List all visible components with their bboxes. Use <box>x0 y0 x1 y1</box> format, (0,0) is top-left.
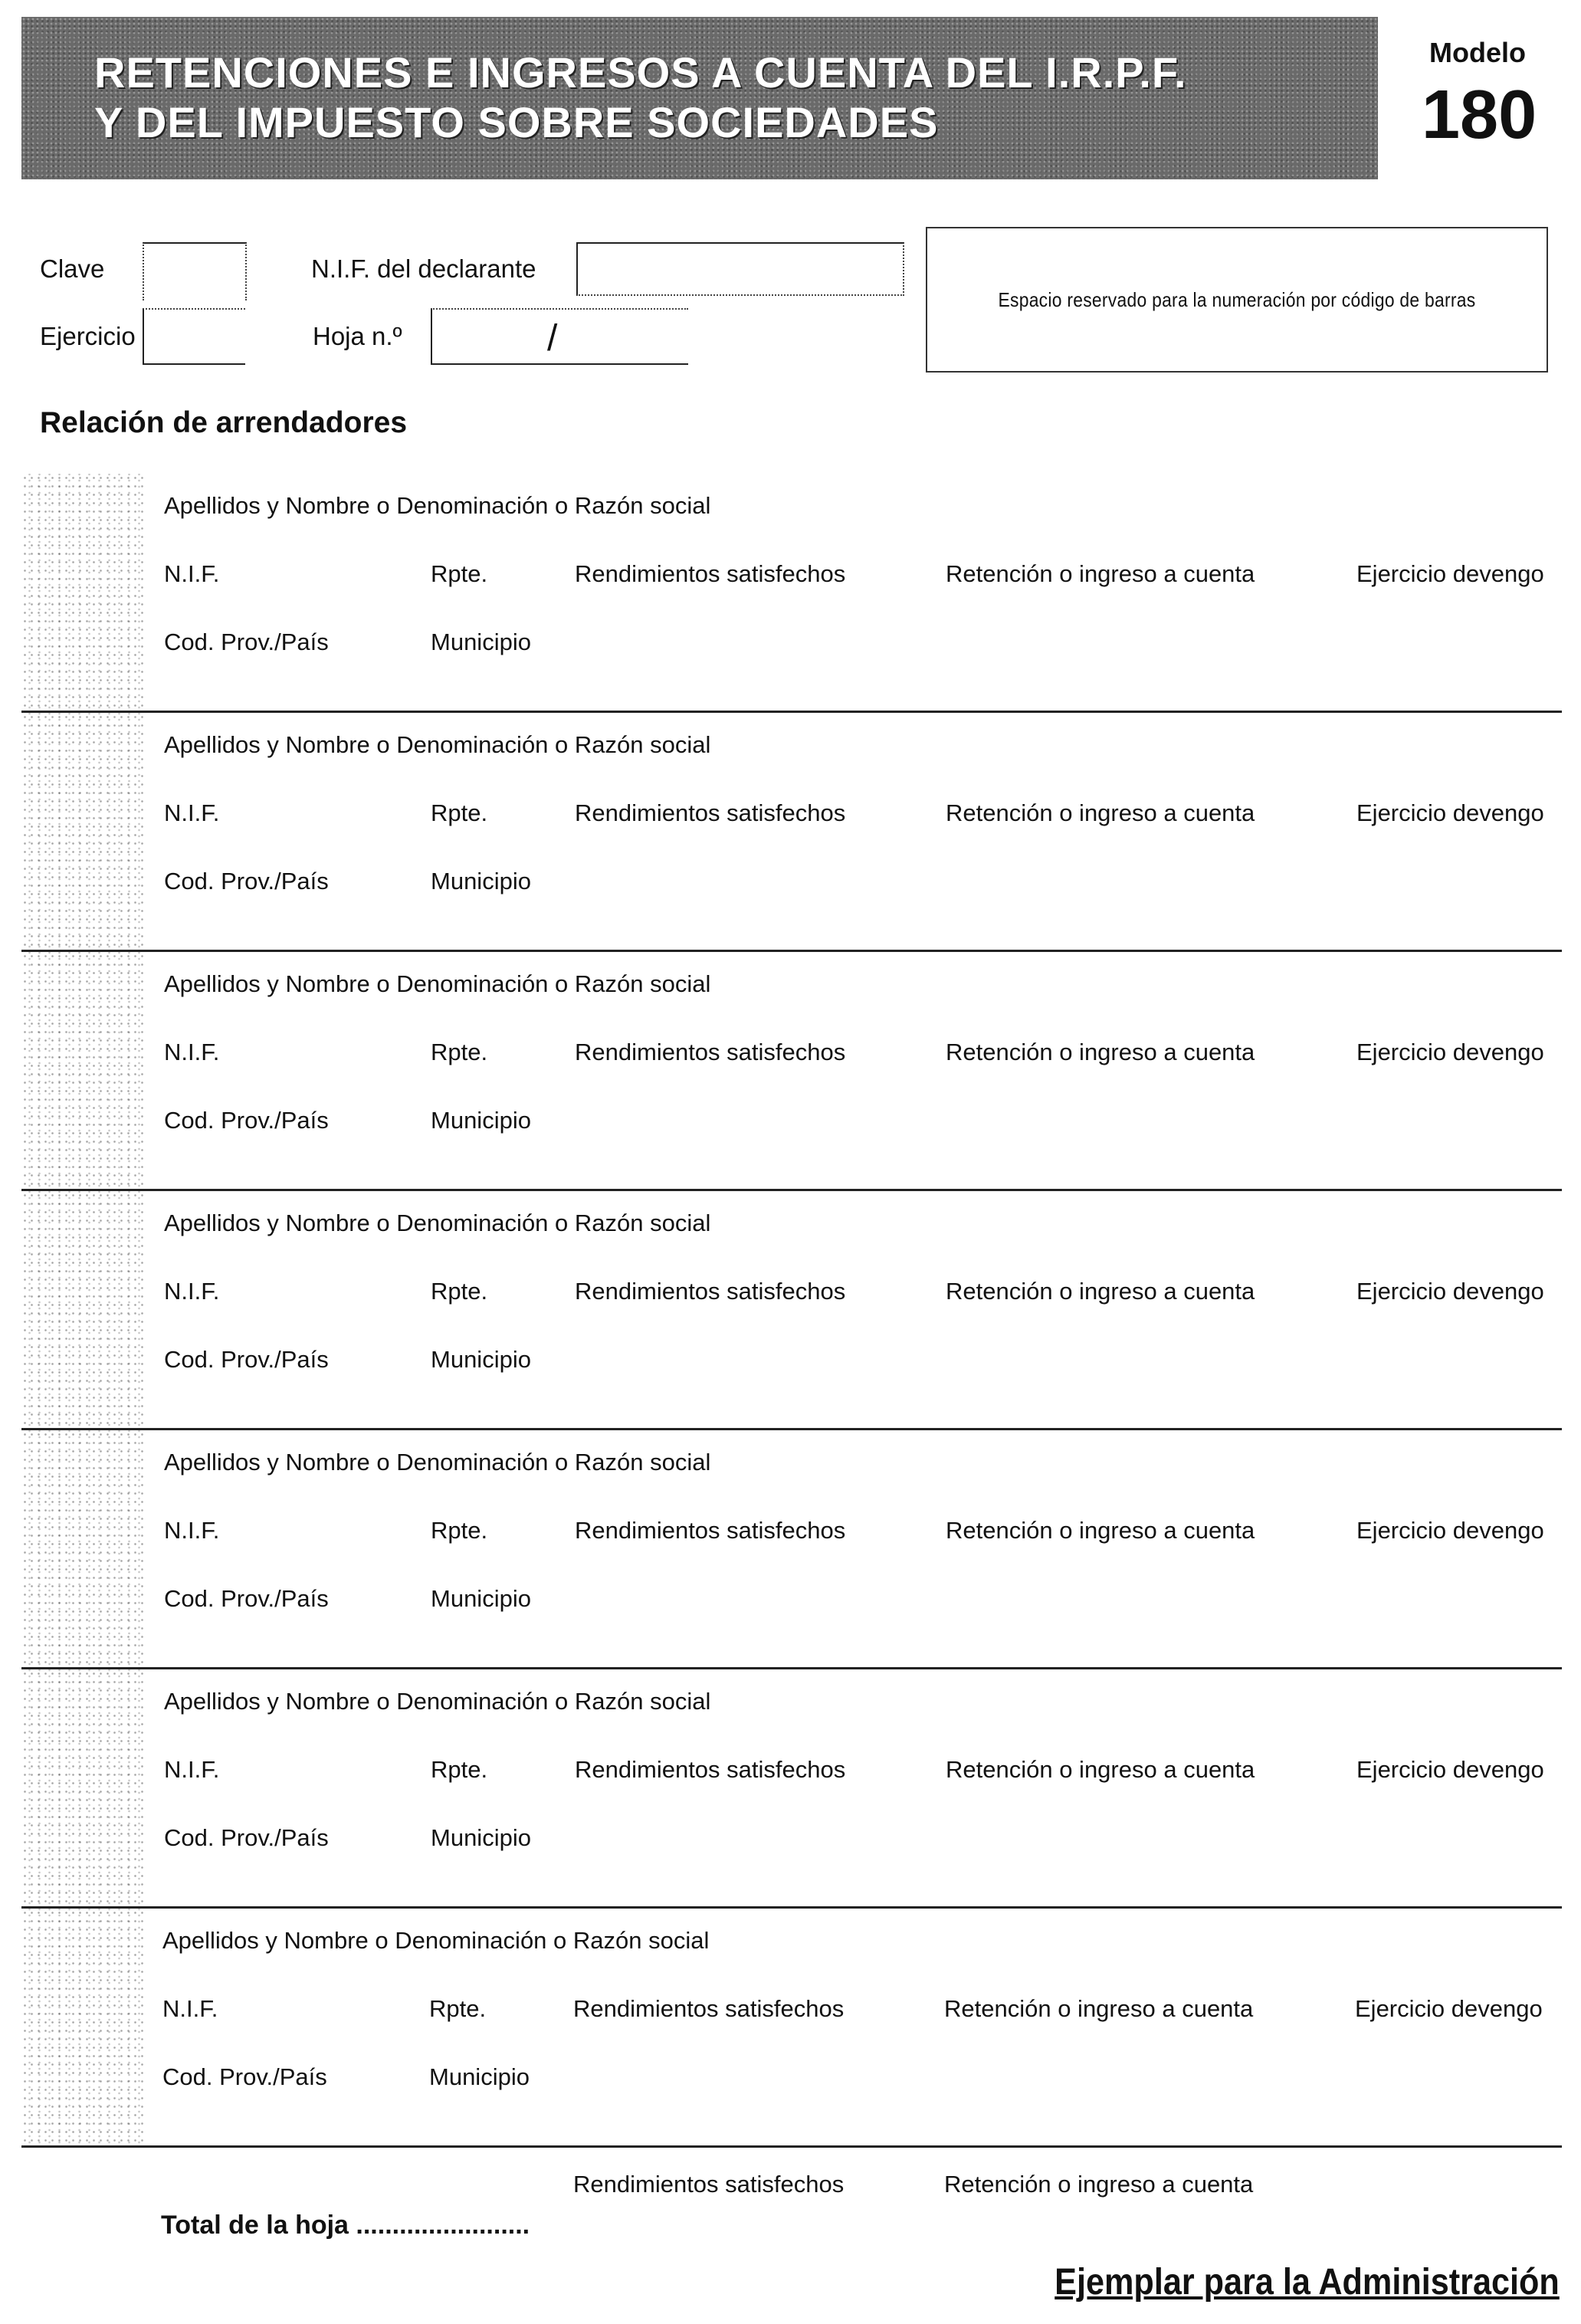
cod-prov-label: Cod. Prov./País <box>164 629 329 655</box>
retencion-label: Retención o ingreso a cuenta <box>946 560 1255 587</box>
municipio-label: Municipio <box>429 2063 530 2090</box>
cod-prov-label: Cod. Prov./País <box>164 868 329 894</box>
rendimientos-label: Rendimientos satisfechos <box>575 1756 846 1783</box>
record-divider <box>21 2145 1562 2148</box>
arrendador-record[interactable] <box>21 1430 1562 1669</box>
retencion-label: Retención o ingreso a cuenta <box>946 1039 1255 1065</box>
retencion-label: Retención o ingreso a cuenta <box>946 1756 1255 1783</box>
rendimientos-label: Rendimientos satisfechos <box>575 1517 846 1544</box>
ejercicio-devengo-label: Ejercicio devengo <box>1356 1039 1544 1065</box>
rpte-label: Rpte. <box>431 1517 488 1544</box>
municipio-label: Municipio <box>431 1824 531 1851</box>
nif-label: N.I.F. <box>164 560 220 587</box>
municipio-label: Municipio <box>431 629 531 655</box>
rpte-label: Rpte. <box>431 1278 488 1305</box>
form-title-line-1: RETENCIONES E INGRESOS A CUENTA DEL I.R.P.F. <box>94 48 1187 97</box>
record-shaded-margin <box>21 474 144 713</box>
arrendador-record[interactable] <box>21 1909 1562 2148</box>
ejercicio-devengo-label: Ejercicio devengo <box>1356 1756 1544 1783</box>
name-label: Apellidos y Nombre o Denominación o Razón social <box>164 970 711 997</box>
cod-prov-label: Cod. Prov./País <box>164 1824 329 1851</box>
name-label: Apellidos y Nombre o Denominación o Razón social <box>164 492 711 519</box>
retencion-label: Retención o ingreso a cuenta <box>946 1517 1255 1544</box>
ejercicio-field[interactable] <box>143 308 245 365</box>
retencion-label: Retención o ingreso a cuenta <box>944 1995 1254 2022</box>
municipio-label: Municipio <box>431 1107 531 1134</box>
barcode-reserved-area <box>926 227 1548 373</box>
rpte-label: Rpte. <box>431 1756 488 1783</box>
ejemplar-label: Ejemplar para la Administración <box>1055 2262 1560 2303</box>
nif-label: N.I.F. <box>164 1517 220 1544</box>
record-shaded-margin <box>21 1669 144 1909</box>
municipio-label: Municipio <box>431 1585 531 1612</box>
arrendador-record[interactable] <box>21 1191 1562 1430</box>
section-title: Relación de arrendadores <box>40 406 408 439</box>
name-label: Apellidos y Nombre o Denominación o Razón social <box>164 731 711 758</box>
municipio-label: Municipio <box>431 868 531 894</box>
record-shaded-margin <box>21 1909 144 2148</box>
ejercicio-devengo-label: Ejercicio devengo <box>1355 1995 1543 2022</box>
arrendador-record[interactable] <box>21 1669 1562 1909</box>
arrendador-record[interactable] <box>21 952 1562 1191</box>
modelo-number: 180 <box>1422 77 1537 153</box>
name-label: Apellidos y Nombre o Denominación o Razón social <box>164 1688 711 1715</box>
modelo-label: Modelo <box>1429 37 1526 68</box>
retencion-label: Retención o ingreso a cuenta <box>946 799 1255 826</box>
ejercicio-devengo-label: Ejercicio devengo <box>1356 560 1544 587</box>
clave-label: Clave <box>40 254 105 283</box>
cod-prov-label: Cod. Prov./País <box>162 2063 327 2090</box>
nif-declarante-field[interactable] <box>576 242 904 296</box>
rendimientos-label: Rendimientos satisfechos <box>575 1039 846 1065</box>
retencion-label: Retención o ingreso a cuenta <box>946 1278 1255 1305</box>
cod-prov-label: Cod. Prov./País <box>164 1346 329 1373</box>
title-banner <box>21 17 1378 179</box>
form-title-line-2: Y DEL IMPUESTO SOBRE SOCIEDADES <box>94 98 939 146</box>
rendimientos-label: Rendimientos satisfechos <box>575 1278 846 1305</box>
record-shaded-margin <box>21 1191 144 1430</box>
municipio-label: Municipio <box>431 1346 531 1373</box>
nif-label: N.I.F. <box>162 1995 218 2022</box>
total-rendimientos-label: Rendimientos satisfechos <box>573 2171 845 2198</box>
hoja-label: Hoja n.º <box>313 322 402 350</box>
nif-label: N.I.F. <box>164 799 220 826</box>
total-retencion-label: Retención o ingreso a cuenta <box>944 2171 1254 2198</box>
nif-label: N.I.F. <box>164 1278 220 1305</box>
rpte-label: Rpte. <box>431 1039 488 1065</box>
rpte-label: Rpte. <box>431 560 488 587</box>
total-hoja-label: Total de la hoja ........................ <box>161 2211 530 2240</box>
ejercicio-devengo-label: Ejercicio devengo <box>1356 1517 1544 1544</box>
rpte-label: Rpte. <box>431 799 488 826</box>
rpte-label: Rpte. <box>429 1995 487 2022</box>
record-shaded-margin <box>21 713 144 952</box>
nif-declarante-label: N.I.F. del declarante <box>311 254 536 283</box>
rendimientos-label: Rendimientos satisfechos <box>575 560 846 587</box>
arrendador-record[interactable] <box>21 474 1562 713</box>
nif-label: N.I.F. <box>164 1756 220 1783</box>
ejercicio-devengo-label: Ejercicio devengo <box>1356 799 1544 826</box>
hoja-field[interactable] <box>431 308 688 365</box>
name-label: Apellidos y Nombre o Denominación o Razón social <box>162 1927 710 1954</box>
hoja-separator: / <box>547 318 558 359</box>
name-label: Apellidos y Nombre o Denominación o Razón social <box>164 1210 711 1236</box>
rendimientos-label: Rendimientos satisfechos <box>573 1995 845 2022</box>
nif-label: N.I.F. <box>164 1039 220 1065</box>
ejercicio-label: Ejercicio <box>40 322 136 350</box>
cod-prov-label: Cod. Prov./País <box>164 1585 329 1612</box>
clave-field[interactable] <box>143 242 247 300</box>
barcode-reserved-text: Espacio reservado para la numeración por código de barras <box>998 287 1476 311</box>
ejercicio-devengo-label: Ejercicio devengo <box>1356 1278 1544 1305</box>
record-shaded-margin <box>21 952 144 1191</box>
cod-prov-label: Cod. Prov./País <box>164 1107 329 1134</box>
record-shaded-margin <box>21 1430 144 1669</box>
arrendador-record[interactable] <box>21 713 1562 952</box>
name-label: Apellidos y Nombre o Denominación o Razón social <box>164 1449 711 1475</box>
rendimientos-label: Rendimientos satisfechos <box>575 799 846 826</box>
